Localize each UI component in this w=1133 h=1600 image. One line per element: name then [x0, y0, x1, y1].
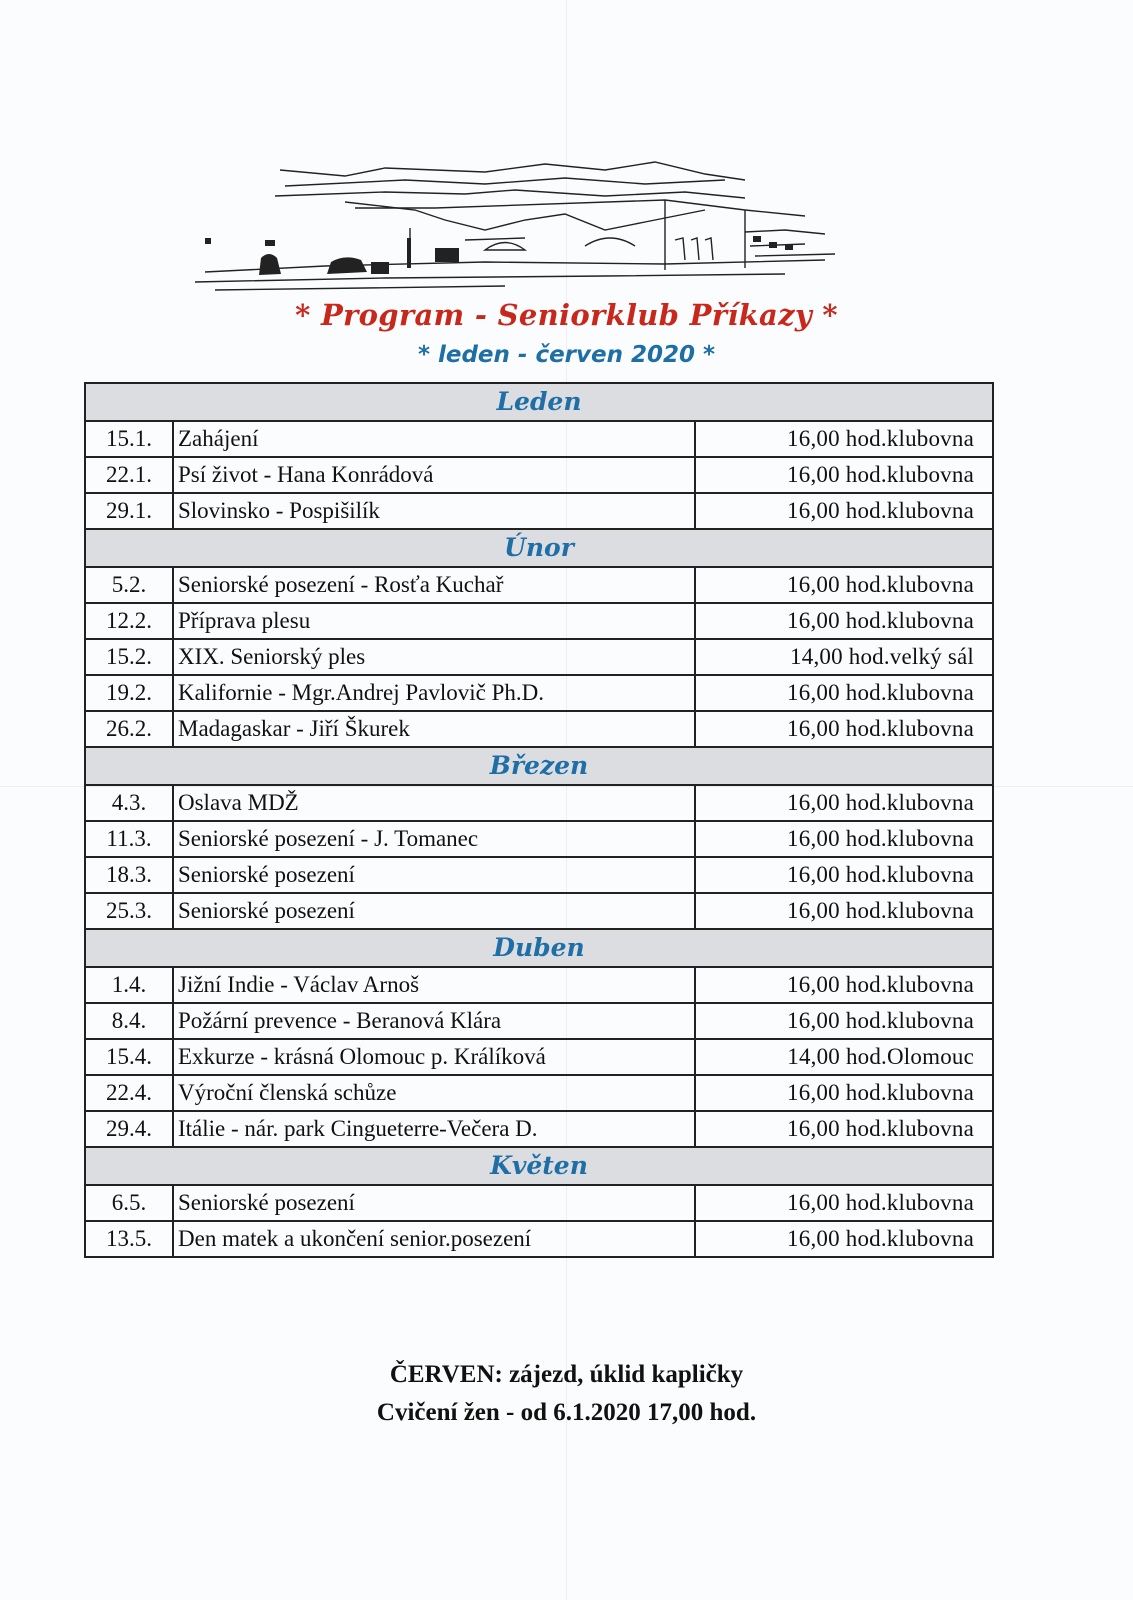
month-name: Duben [85, 929, 993, 967]
event-time-place: 16,00 hod.klubovna [695, 821, 993, 857]
month-name: Únor [85, 529, 993, 567]
table-row [85, 1221, 993, 1257]
event-time-place: 16,00 hod.klubovna [695, 711, 993, 747]
page-title: * Program - Seniorklub Příkazy * [295, 298, 838, 332]
table-row [85, 567, 993, 603]
event-name: Slovinsko - Pospišilík [173, 493, 695, 529]
event-name: Výroční členská schůze [173, 1075, 695, 1111]
table-row [85, 785, 993, 821]
table-row [85, 639, 993, 675]
footer-line-june: ČERVEN: zájezd, úklid kapličky [389, 1361, 744, 1388]
month-header-row [85, 529, 993, 567]
event-date: 29.4. [85, 1111, 173, 1147]
month-name: Leden [85, 383, 993, 421]
table-row [85, 893, 993, 929]
event-date: 29.1. [85, 493, 173, 529]
event-name: Seniorské posezení [173, 893, 695, 929]
event-time-place: 16,00 hod.klubovna [695, 567, 993, 603]
event-time-place: 16,00 hod.klubovna [695, 493, 993, 529]
event-date: 15.2. [85, 639, 173, 675]
event-name: Den matek a ukončení senior.posezení [173, 1221, 695, 1257]
event-date: 26.2. [85, 711, 173, 747]
event-name: Příprava plesu [173, 603, 695, 639]
event-date: 8.4. [85, 1003, 173, 1039]
event-name: Psí život - Hana Konrádová [173, 457, 695, 493]
event-date: 6.5. [85, 1185, 173, 1221]
event-name: Seniorské posezení [173, 857, 695, 893]
table-row [85, 1039, 993, 1075]
month-header-row [85, 1147, 993, 1185]
event-name: Zahájení [173, 421, 695, 457]
event-name: Seniorské posezení - Rosťa Kuchař [173, 567, 695, 603]
event-date: 1.4. [85, 967, 173, 1003]
event-date: 5.2. [85, 567, 173, 603]
event-time-place: 16,00 hod.klubovna [695, 1075, 993, 1111]
event-name: Požární prevence - Beranová Klára [173, 1003, 695, 1039]
table-row [85, 603, 993, 639]
event-date: 12.2. [85, 603, 173, 639]
footer-notes [0, 1356, 1133, 1432]
event-time-place: 16,00 hod.klubovna [695, 603, 993, 639]
event-date: 15.1. [85, 421, 173, 457]
event-name: Kalifornie - Mgr.Andrej Pavlovič Ph.D. [173, 675, 695, 711]
event-date: 15.4. [85, 1039, 173, 1075]
table-row [85, 457, 993, 493]
event-name: Exkurze - krásná Olomouc p. Králíková [173, 1039, 695, 1075]
event-time-place: 16,00 hod.klubovna [695, 675, 993, 711]
event-name: Itálie - nár. park Cingueterre-Večera D. [173, 1111, 695, 1147]
event-time-place: 16,00 hod.klubovna [695, 457, 993, 493]
village-sketch-illustration [185, 150, 865, 300]
event-time-place: 14,00 hod.velký sál [695, 639, 993, 675]
event-name: XIX. Seniorský ples [173, 639, 695, 675]
table-row [85, 1111, 993, 1147]
event-time-place: 16,00 hod.klubovna [695, 785, 993, 821]
table-row [85, 821, 993, 857]
month-name: Březen [85, 747, 993, 785]
table-row [85, 1185, 993, 1221]
month-header-row [85, 929, 993, 967]
table-row [85, 421, 993, 457]
table-row [85, 857, 993, 893]
table-row [85, 675, 993, 711]
event-date: 18.3. [85, 857, 173, 893]
event-time-place: 14,00 hod.Olomouc [695, 1039, 993, 1075]
footer-line-exercise: Cvičení žen - od 6.1.2020 17,00 hod. [376, 1399, 757, 1426]
schedule-table [84, 382, 994, 1258]
table-row [85, 967, 993, 1003]
event-date: 4.3. [85, 785, 173, 821]
event-date: 11.3. [85, 821, 173, 857]
event-name: Seniorské posezení [173, 1185, 695, 1221]
event-date: 25.3. [85, 893, 173, 929]
event-name: Seniorské posezení - J. Tomanec [173, 821, 695, 857]
event-time-place: 16,00 hod.klubovna [695, 1003, 993, 1039]
event-time-place: 16,00 hod.klubovna [695, 421, 993, 457]
event-time-place: 16,00 hod.klubovna [695, 1185, 993, 1221]
event-time-place: 16,00 hod.klubovna [695, 857, 993, 893]
event-name: Oslava MDŽ [173, 785, 695, 821]
event-name: Madagaskar - Jiří Škurek [173, 711, 695, 747]
table-row [85, 1003, 993, 1039]
event-date: 13.5. [85, 1221, 173, 1257]
table-row [85, 1075, 993, 1111]
event-name: Jižní Indie - Václav Arnoš [173, 967, 695, 1003]
month-header-row [85, 747, 993, 785]
page-subtitle: * leden - červen 2020 * [417, 342, 716, 368]
event-time-place: 16,00 hod.klubovna [695, 1221, 993, 1257]
event-date: 22.1. [85, 457, 173, 493]
table-row [85, 711, 993, 747]
event-time-place: 16,00 hod.klubovna [695, 893, 993, 929]
table-row [85, 493, 993, 529]
event-time-place: 16,00 hod.klubovna [695, 967, 993, 1003]
event-date: 19.2. [85, 675, 173, 711]
month-name: Květen [85, 1147, 993, 1185]
month-header-row [85, 383, 993, 421]
event-date: 22.4. [85, 1075, 173, 1111]
event-time-place: 16,00 hod.klubovna [695, 1111, 993, 1147]
